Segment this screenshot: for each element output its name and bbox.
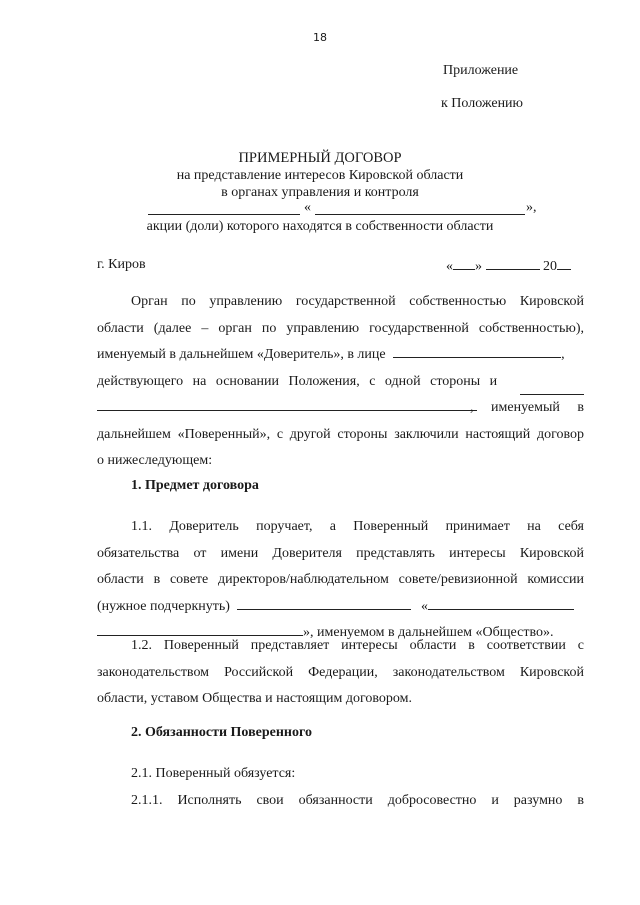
clause-1-1-line-3: области в совете директоров/наблюдательном совете/ревизионной комиссии [97, 572, 584, 587]
company-name-blank-1 [428, 597, 574, 610]
preamble-line-3 [97, 342, 584, 369]
document-subtitle-3: акции (доли) которого находятся в собственности области [146, 219, 494, 234]
preamble-line-7: о нижеследующем: [97, 453, 213, 468]
year-prefix: 20 [543, 259, 557, 274]
appendix-label: Приложение [443, 63, 519, 78]
date-close-quote: » [475, 259, 482, 274]
preamble-line-5-text: , именуемый в [470, 400, 584, 415]
document-subtitle-1: на представление интересов Кировской области [176, 168, 464, 183]
clause-1-1-line-4-text: (нужное подчеркнуть) [97, 598, 230, 614]
date-open-quote: « [446, 259, 453, 274]
preamble-paragraph [97, 289, 584, 475]
clause-1-2 [97, 633, 584, 713]
company-name-blank [315, 214, 525, 215]
clause-1-2-line-3: области, уставом Общества и настоящим договором. [97, 691, 412, 706]
company-name-open-quote: « [304, 200, 311, 215]
attorney-name-blank-1 [520, 382, 584, 395]
contract-city: г. Киров [97, 257, 146, 272]
preamble-line-6: дальнейшем «Поверенный», с другой стороны заключили настоящий договор [97, 426, 584, 442]
appendix-reference: к Положению [441, 96, 524, 111]
attorney-name-blank-2 [97, 398, 477, 411]
preamble-line-4-text: действующего на основании Положения, с одной стороны и [97, 373, 498, 389]
month-blank [486, 257, 540, 270]
clause-1-1-line-5-text: », именуемом в дальнейшем «Общество». [303, 625, 554, 640]
company-name-close-quote: », [526, 200, 537, 215]
section-2-heading: 2. Обязанности Поверенного [131, 725, 312, 740]
preamble-line-4 [97, 369, 584, 396]
section-1-heading: 1. Предмет договора [131, 478, 259, 493]
clause-1-1-line-2: обязательства от имени Доверителя представлять интересы Кировской [97, 545, 584, 561]
company-type-blank [148, 214, 300, 215]
clause-1-1-line-4 [97, 594, 584, 621]
representative-blank [393, 345, 561, 358]
clause-1-1 [97, 514, 584, 647]
clause-2-1-1-line: 2.1.1. Исполнять свои обязанности добросовестно и разумно в [131, 792, 584, 808]
preamble-line-2: области (далее – орган по управлению государственной собственностью), [97, 320, 584, 336]
governing-body-blank [237, 597, 411, 610]
day-blank [453, 257, 475, 270]
clause-1-1-line-1: 1.1. Доверитель поручает, а Поверенный принимает на себя [131, 519, 584, 534]
preamble-line-1: Орган по управлению государственной собственностью Кировской [131, 294, 584, 309]
company-open-quote: « [420, 598, 428, 614]
contract-date [446, 257, 571, 275]
year-blank [557, 257, 571, 270]
preamble-line-3-comma: , [561, 347, 565, 362]
document-subtitle-2: в органах управления и контроля [221, 185, 419, 200]
document-title: ПРИМЕРНЫЙ ДОГОВОР [238, 150, 402, 166]
clause-1-2-line-2: законодательством Российской Федерации, законодательством Кировской [97, 664, 584, 680]
clause-2-1-line: 2.1. Поверенный обязуется: [131, 766, 296, 781]
preamble-line-3-text: именуемый в дальнейшем «Доверитель», в лице [97, 347, 386, 362]
clause-1-2-line-1: 1.2. Поверенный представляет интересы области в соответствии с [131, 638, 584, 653]
preamble-line-5 [97, 395, 584, 422]
clause-2-1 [97, 761, 584, 814]
page-number: 18 [313, 31, 327, 44]
